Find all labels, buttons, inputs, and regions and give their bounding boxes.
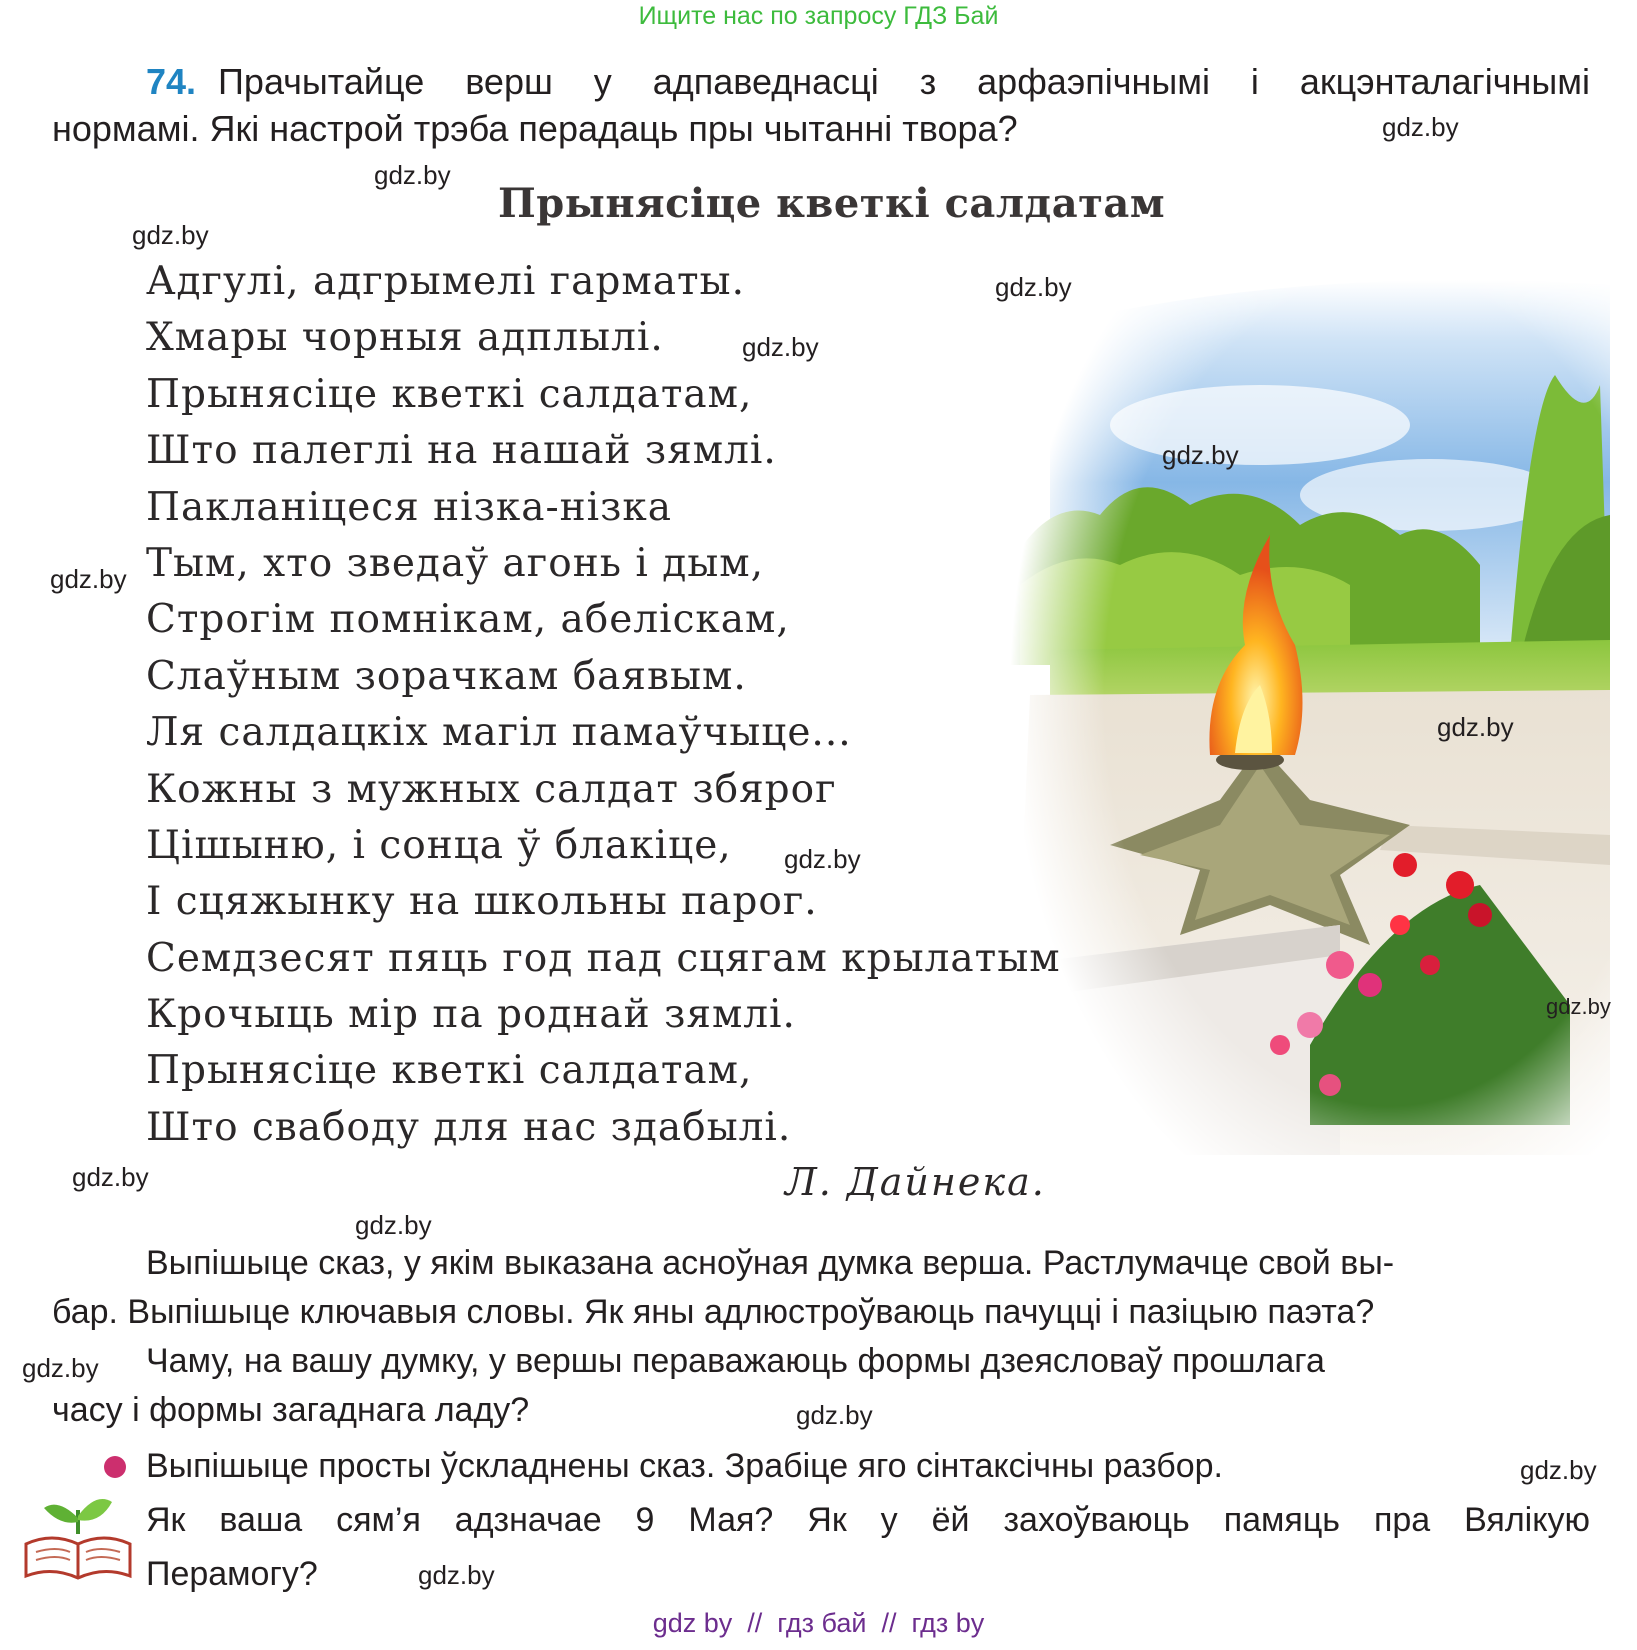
poem-title: Прынясіце кветкі салдатам [498, 180, 1166, 227]
watermark: gdz.by [374, 160, 451, 190]
watermark: gdz.by [418, 1560, 495, 1590]
poem-line: Пакланіцеся нізка-нізка [146, 484, 673, 530]
poem-line: Прынясіце кветкі салдатам, [146, 1048, 753, 1094]
watermark: gdz.by [1437, 712, 1514, 742]
poem-line: Ля салдацкіх магіл памаўчыце... [146, 710, 852, 756]
question-1-line-2: бар. Выпішыце ключавыя словы. Як яны адлюстроўваюць пачуцці і пазіцыю паэта? [52, 1293, 1375, 1331]
task-number: 74. [146, 61, 197, 102]
watermark: gdz.by [50, 564, 127, 594]
footer: gdz by // гдз бай // гдз by [652, 1608, 985, 1638]
book-sprout-icon [20, 1488, 136, 1584]
watermark: gdz.by [1520, 1455, 1597, 1485]
poem-line: Строгім помнікам, абеліскам, [146, 597, 790, 643]
watermark: gdz.by [1162, 440, 1239, 470]
watermark: gdz.by [72, 1162, 149, 1192]
poem-line: Адгулі, адгрымелі гарматы. [146, 259, 745, 304]
poem-line: Кожны з мужных салдат збярог [146, 766, 837, 812]
eternal-flame-photo [1010, 265, 1620, 1155]
poem-author: Л. Дайнека. [785, 1160, 1046, 1204]
poem-line: Што палеглі на нашай зямлі. [146, 428, 777, 474]
question-1-line-1: Выпішыце сказ, у якім выказана асноўная думка верша. Растлумачце свой вы- [146, 1244, 1395, 1282]
poem-line: Тым, хто зведаў агонь і дым, [146, 540, 764, 586]
watermark: gdz.by [132, 220, 209, 250]
poem-line: Цішыню, і сонца ў блакіце, [146, 822, 732, 868]
poem-line: Семдзесят пяць год пад сцягам крылатым [146, 935, 1061, 981]
question-1-line-3: Чаму, на вашу думку, у вершы пераважаюць формы дзеясловаў прошлага [146, 1342, 1325, 1380]
question-1-line-4: часу і формы загаднага ладу? [52, 1391, 530, 1429]
poem-line: І сцяжынку на школьны парог. [146, 879, 818, 925]
watermark: gdz.by [22, 1353, 99, 1383]
watermark: gdz.by [1382, 112, 1459, 142]
watermark: gdz.by [742, 332, 819, 362]
watermark: gdz.by [784, 844, 861, 874]
watermark: gdz.by [995, 272, 1072, 302]
poem-line: Слаўным зорачкам баявым. [146, 653, 747, 699]
task-text-1: Прачытайце верш у адпаведнасці з арфаэпічнымі і акцэнталагічнымі [218, 61, 1590, 102]
question-2-line-2: Перамогу? [146, 1555, 318, 1593]
task-line-1 [146, 57, 1590, 107]
poem-line: Крочыць мір па роднай зямлі. [146, 992, 796, 1038]
watermark: gdz.by [355, 1210, 432, 1240]
top-banner: Ищите нас по запросу ГДЗ Бай [638, 2, 999, 30]
poem-line: Прынясіце кветкі салдатам, [146, 371, 753, 417]
watermark: gdz.by [1546, 994, 1611, 1019]
watermark: gdz.by [796, 1400, 873, 1430]
task-text-2: нормамі. Які настрой трэба перадаць пры чытанні твора? [52, 108, 1018, 149]
bullet-dot [104, 1456, 126, 1478]
question-2-line-1: Як ваша сям’я адзначае 9 Мая? Як у ёй захоўваюць памяць пра Вялікую [146, 1501, 1590, 1539]
poem-lines [146, 254, 1061, 1156]
bullet-question: Выпішыце просты ўскладнены сказ. Зрабіце яго сінтаксічны разбор. [146, 1447, 1223, 1485]
poem-line: Што свабоду для нас здабылі. [146, 1104, 792, 1150]
poem-line: Хмары чорныя адплылі. [146, 315, 664, 361]
